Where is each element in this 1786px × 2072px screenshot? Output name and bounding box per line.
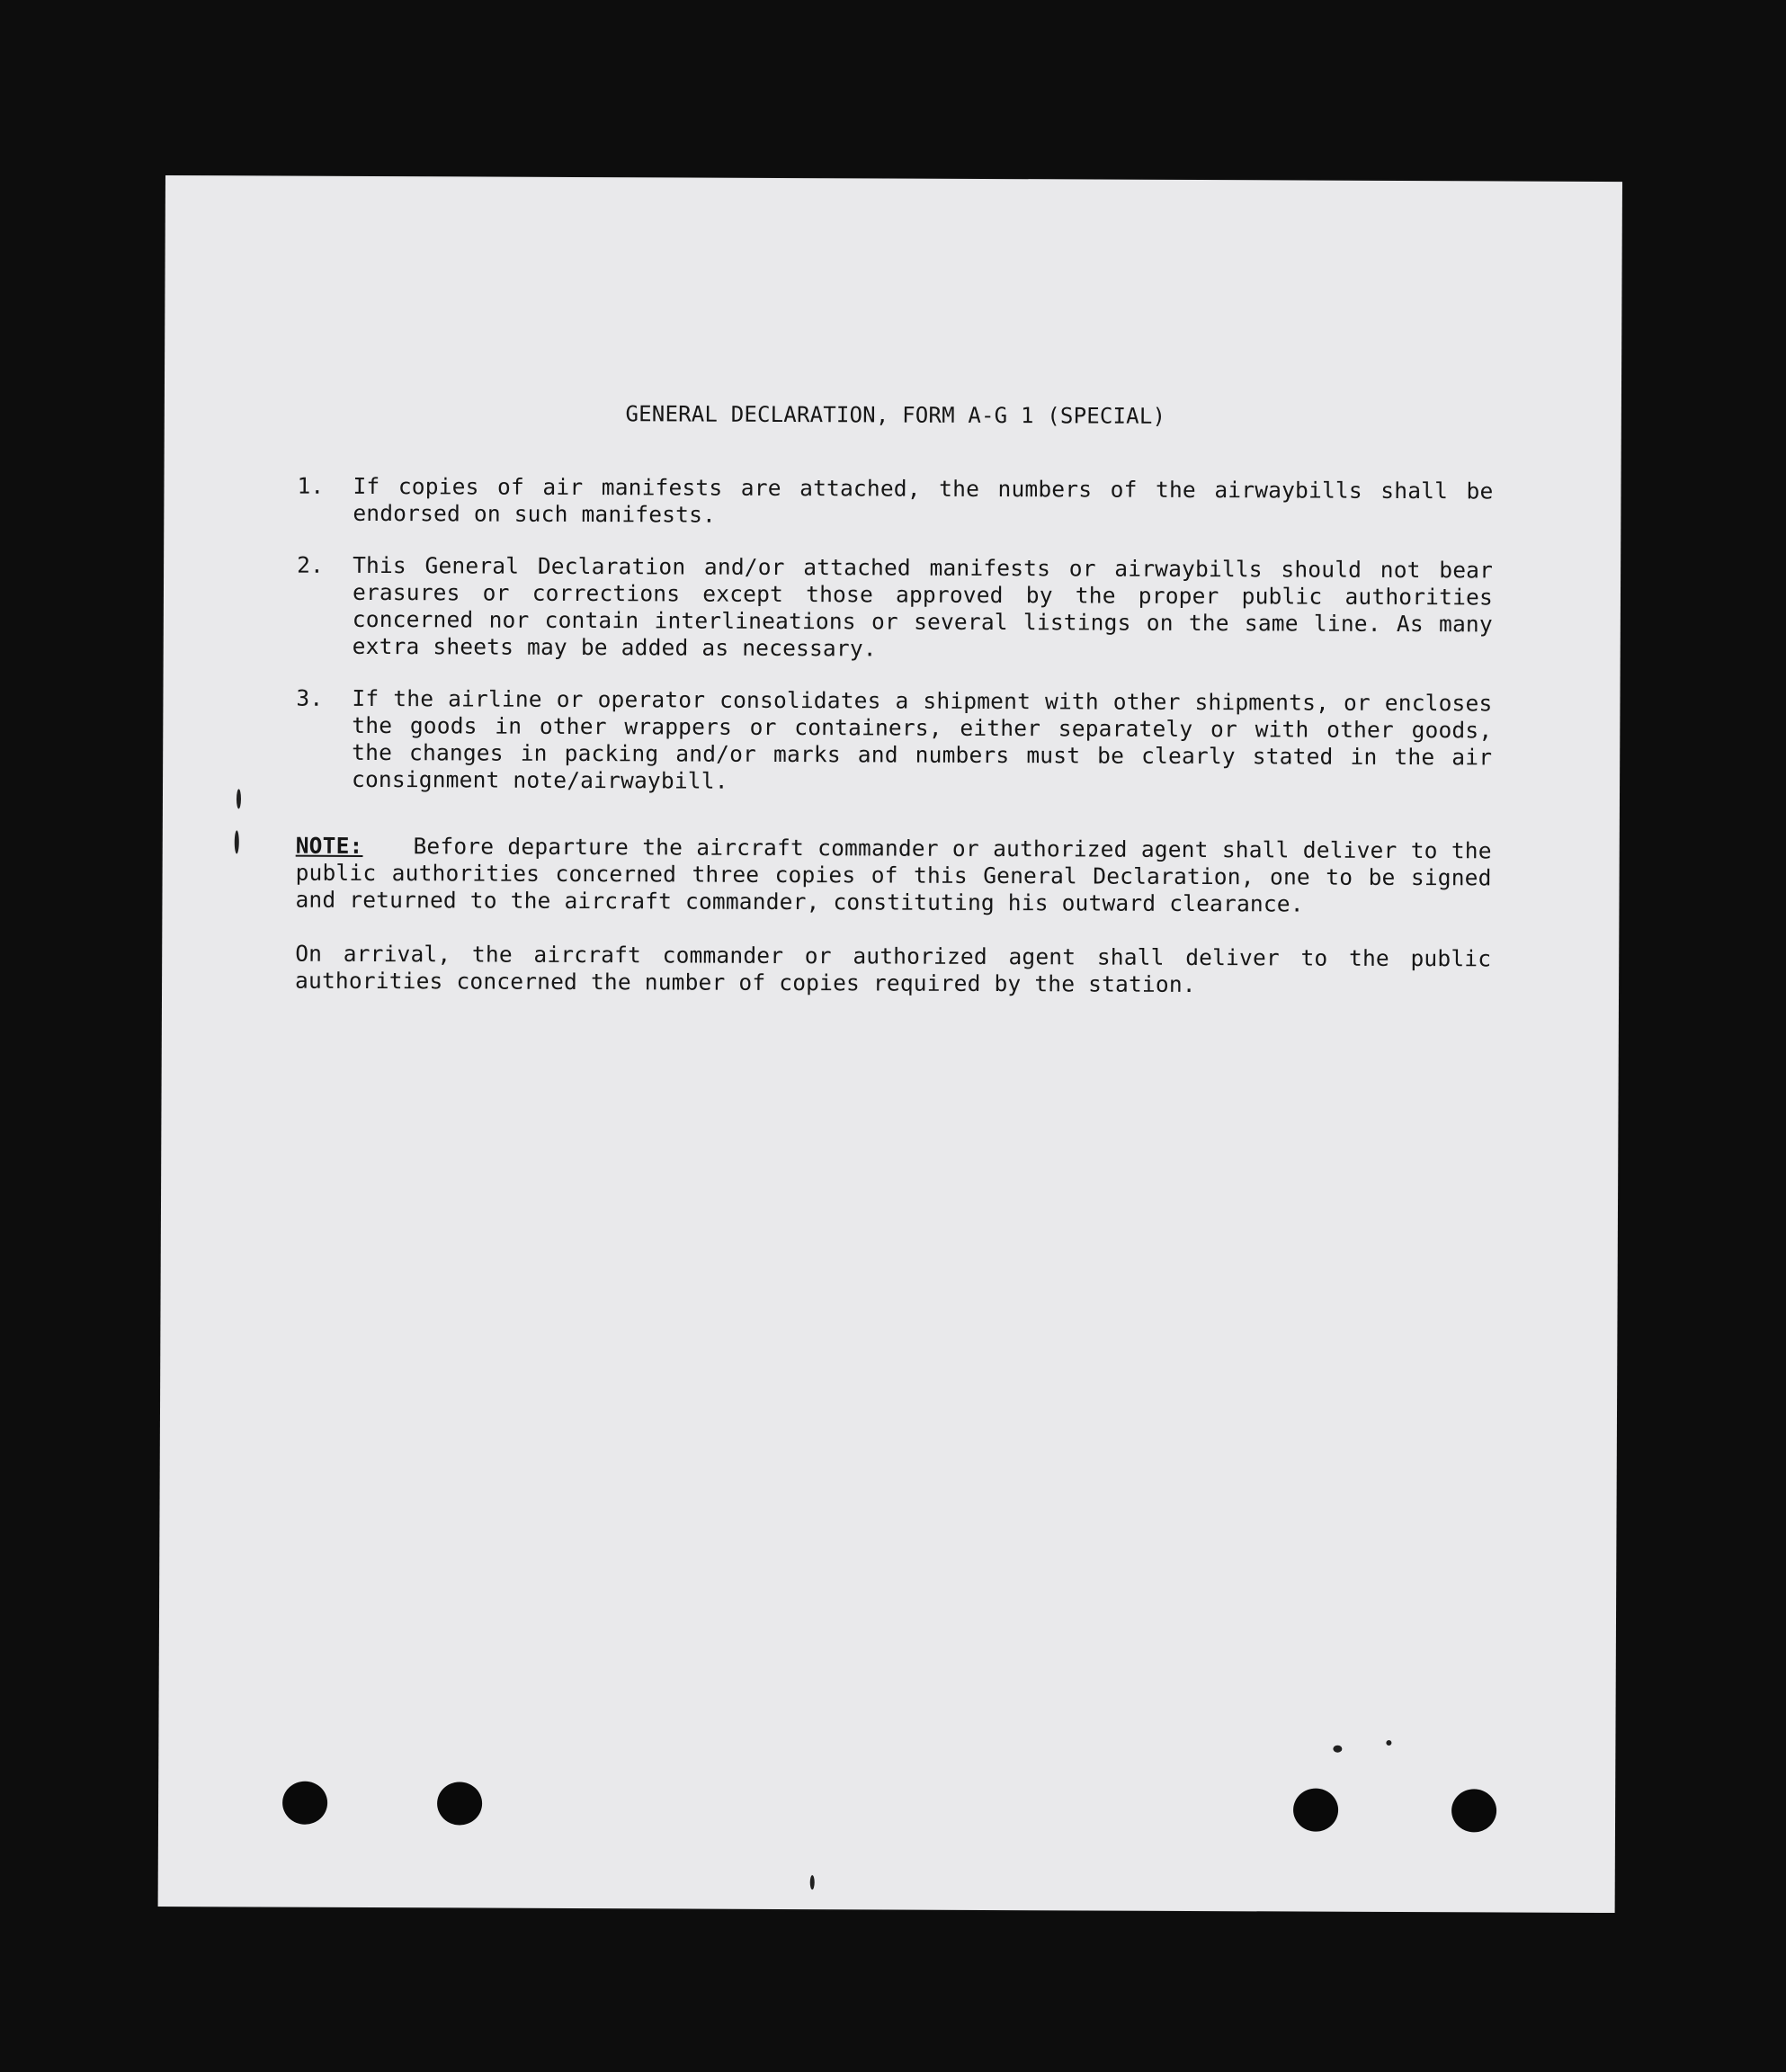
document-content xyxy=(295,399,1494,1000)
instruction-item xyxy=(296,685,1493,799)
scan-speck xyxy=(810,1875,815,1889)
instruction-text: If the airline or operator consolidates a shipment with other shipments, or encloses the goods in other wrappers or containers, either separately or with other goods, the changes in packing and/or marks and numbers must be clearly stated in the air consignment note/airwaybill. xyxy=(352,684,1493,794)
instruction-number: 2. xyxy=(297,551,325,578)
document-page xyxy=(158,175,1622,1913)
arrival-paragraph: On arrival, the aircraft commander or authorized agent shall deliver to the public authorities concerned the number of copies required by the station. xyxy=(295,940,1492,998)
instruction-item xyxy=(297,473,1493,532)
document-title: GENERAL DECLARATION, FORM A-G 1 (SPECIAL) xyxy=(625,401,1166,429)
note-label: NOTE: xyxy=(295,832,363,859)
scan-speck xyxy=(1333,1746,1342,1753)
punch-hole xyxy=(1293,1788,1338,1831)
punch-hole xyxy=(1451,1789,1496,1832)
instruction-number: 1. xyxy=(297,472,325,499)
punch-hole xyxy=(282,1782,327,1825)
instruction-text: This General Declaration and/or attached manifests or airwaybills should not bear erasures or corrections except those approved by the proper public authorities concerned nor contain interlineations or several listings on the same line. As many extra sheets may be added as necessary. xyxy=(352,551,1494,662)
note-text: Before departure the aircraft commander or authorized agent shall deliver to the public authorities concerned three copies of this General Declaration, one to be signed and returned to the aircraft commander, constituting his outward clearance. xyxy=(295,833,1492,917)
instruction-text: If copies of air manifests are attached, the numbers of the airwaybills shall be endorsed on such manifests. xyxy=(353,472,1494,528)
instruction-list xyxy=(296,473,1494,799)
scan-speck xyxy=(237,789,241,808)
instruction-item xyxy=(297,552,1494,665)
punch-hole xyxy=(437,1782,482,1825)
scan-speck xyxy=(235,830,239,853)
note-paragraph xyxy=(295,833,1491,919)
instruction-number: 3. xyxy=(296,684,324,711)
scan-speck xyxy=(1386,1740,1391,1746)
